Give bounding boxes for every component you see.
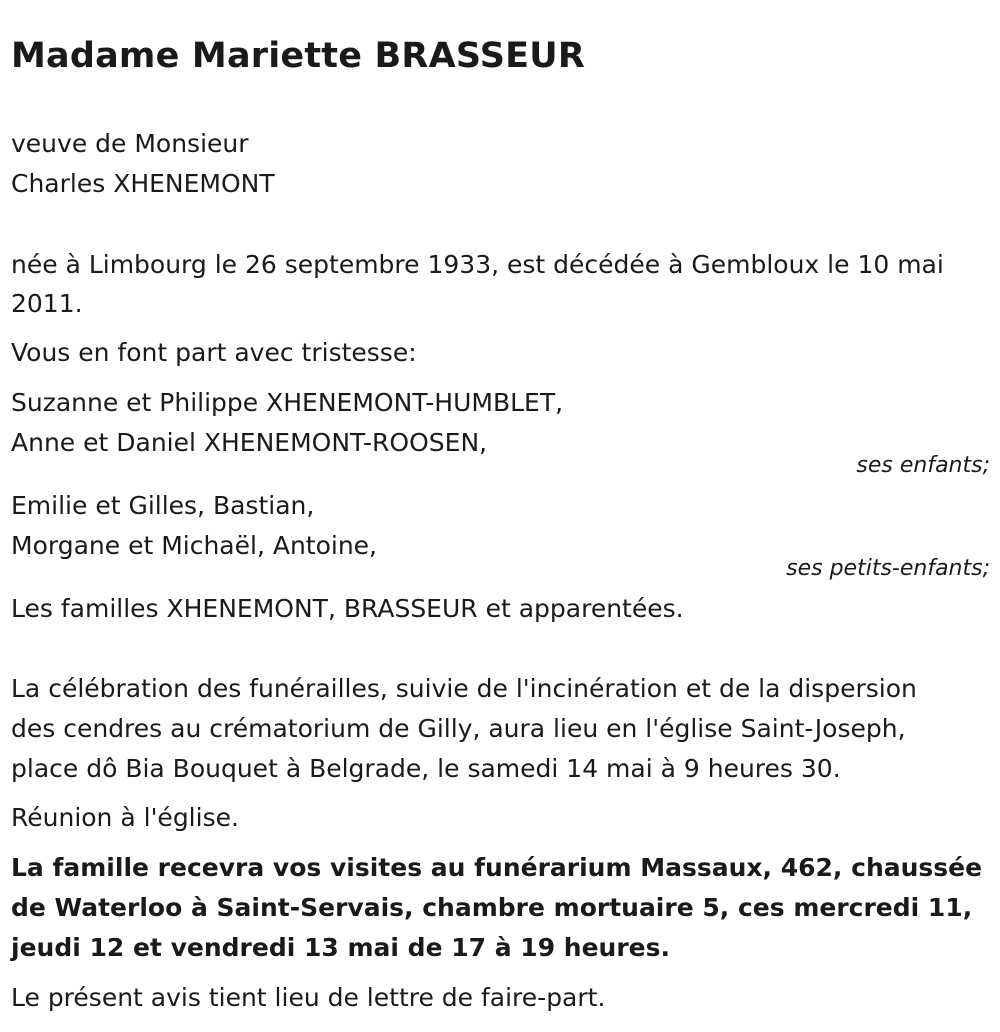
families-line: Les familles XHENEMONT, BRASSEUR et apparentées.: [11, 594, 684, 623]
visits-line-1: La famille recevra vos visites au funérarium Massaux, 462, chaussée: [11, 853, 983, 882]
deceased-name-title: Madame Mariette BRASSEUR: [11, 36, 585, 76]
children-line-1: Suzanne et Philippe XHENEMONT-HUMBLET,: [11, 388, 564, 417]
ceremony-line-1: La célébration des funérailles, suivie de l'incinération et de la dispersion: [11, 674, 917, 703]
widow-of-line-1: veuve de Monsieur: [11, 129, 249, 158]
ceremony-line-2: des cendres au crématorium de Gilly, aura lieu en l'église Saint-Joseph,: [11, 714, 906, 743]
children-label: ses enfants;: [856, 453, 990, 478]
grandchildren-label: ses petits-enfants;: [786, 556, 990, 581]
grandchildren-line-1: Emilie et Gilles, Bastian,: [11, 491, 315, 520]
widow-of-line-2: Charles XHENEMONT: [11, 169, 275, 198]
grandchildren-line-2: Morgane et Michaël, Antoine,: [11, 531, 378, 560]
meeting-line: Réunion à l'église.: [11, 803, 239, 832]
visits-line-2: de Waterloo à Saint-Servais, chambre mortuaire 5, ces mercredi 11,: [11, 893, 973, 922]
ceremony-line-3: place dô Bia Bouquet à Belgrade, le samedi 14 mai à 9 heures 30.: [11, 754, 841, 783]
closing-line: Le présent avis tient lieu de lettre de faire-part.: [11, 983, 606, 1012]
birth-death-line-2: 2011.: [11, 289, 83, 318]
children-line-2: Anne et Daniel XHENEMONT-ROOSEN,: [11, 428, 488, 457]
announcement-line: Vous en font part avec tristesse:: [11, 338, 417, 367]
birth-death-line-1: née à Limbourg le 26 septembre 1933, est décédée à Gembloux le 10 mai: [11, 250, 944, 279]
visits-line-3: jeudi 12 et vendredi 13 mai de 17 à 19 heures.: [11, 933, 671, 962]
